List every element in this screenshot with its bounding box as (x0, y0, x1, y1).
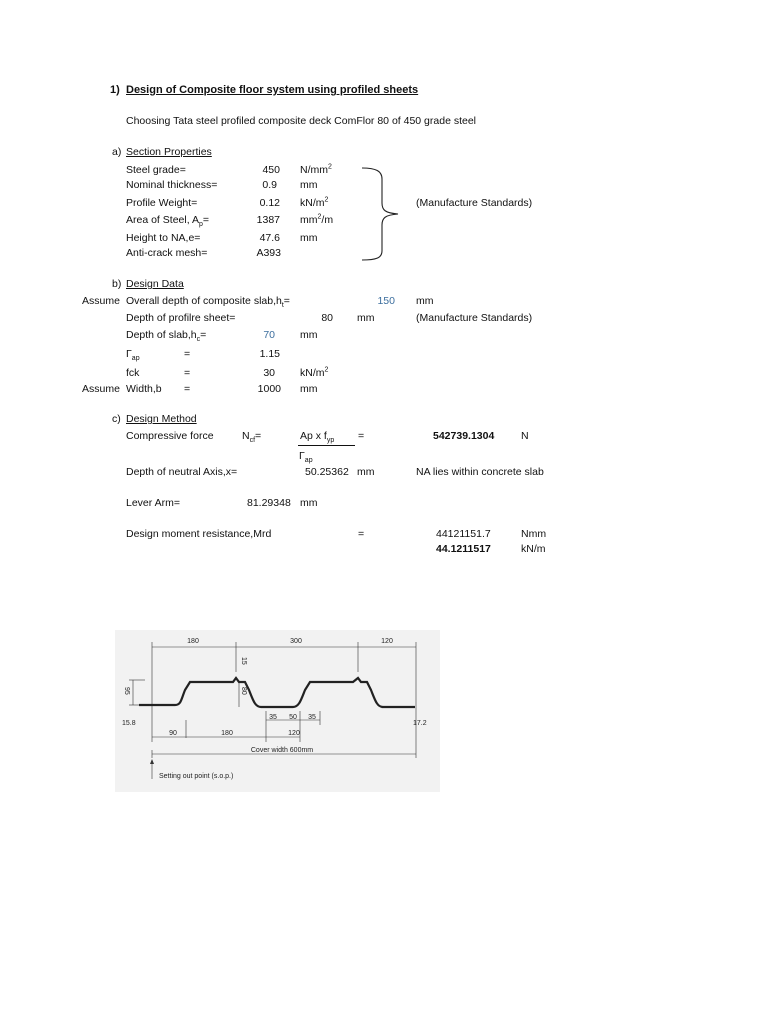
profile-weight-label: Profile Weight= (126, 197, 198, 209)
overall-depth-unit: mm (416, 295, 434, 307)
title-number: 1) (110, 84, 120, 96)
compressive-force-unit: N (521, 430, 529, 442)
lever-arm-value: 81.29348 (247, 497, 291, 509)
nominal-thickness-unit: mm (300, 179, 318, 191)
moment-resistance-unit-knm: kN/m (521, 543, 546, 555)
gamma-ap-value: 1.15 (259, 348, 280, 360)
ncf-symbol: $N_{cf}=$ (242, 430, 262, 445)
height-to-na-value: 47.6 (259, 232, 280, 244)
fck-label: fck (126, 367, 140, 379)
dim-50: 50 (289, 714, 297, 721)
section-c-letter: c) (112, 413, 121, 425)
dim-95: 95 (123, 687, 130, 695)
overall-depth-value: 150 (377, 295, 395, 307)
width-value: 1000 (257, 383, 281, 395)
nominal-thickness-value: 0.9 (262, 179, 277, 191)
width-label: Width,b (126, 383, 162, 395)
fraction-bar (298, 445, 355, 446)
nominal-thickness-label: Nominal thickness= (126, 179, 218, 191)
fraction-denominator: $\Gamma_{ap}$ (299, 450, 313, 465)
dim-35-right: 35 (308, 714, 316, 721)
height-to-na-unit: mm (300, 232, 318, 244)
overall-depth-label: Overall depth of composite $slab,h_t=$ (126, 295, 290, 310)
dim-120-top: 120 (381, 638, 393, 645)
compressive-force-label: Compressive force (126, 430, 214, 442)
dim-17-2: 17.2 (413, 720, 427, 727)
moment-resistance-equals: = (358, 528, 365, 540)
steel-grade-unit: $N/mm^2$ (300, 163, 332, 176)
dim-180-top: 180 (187, 638, 199, 645)
area-of-steel-value: 1387 (256, 214, 280, 226)
dim-35-left: 35 (269, 714, 277, 721)
gamma-ap-label: $\Gamma_{ap}$ (126, 348, 140, 363)
profile-weight-value: 0.12 (259, 197, 280, 209)
section-a-letter: a) (112, 146, 122, 158)
profile-depth-unit: mm (357, 312, 375, 324)
moment-resistance-label: Design moment resistance,Mrd (126, 528, 272, 540)
brace-icon (358, 165, 408, 263)
fraction-numerator: Ap x $f_{yp}$ (300, 430, 335, 445)
width-equals: = (184, 383, 191, 395)
dim-120-bottom: 120 (288, 730, 300, 737)
moment-resistance-value-nmm: 44121151.7 (436, 528, 491, 540)
neutral-axis-unit: mm (357, 466, 375, 478)
assume-label-2: Assume (82, 383, 120, 395)
lever-arm-unit: mm (300, 497, 318, 509)
compressive-force-value: 542739.1304 (433, 430, 495, 442)
dim-15: 15 (240, 657, 247, 665)
steel-grade-label: Steel grade= (126, 164, 186, 176)
section-b-letter: b) (112, 278, 122, 290)
intro-text: Choosing Tata steel profiled composite deck ComFlor 80 of 450 grade steel (126, 115, 477, 127)
manufacture-standards-note: (Manufacture Standards) (416, 197, 533, 209)
slab-depth-unit: mm (300, 329, 318, 341)
neutral-axis-label: Depth of neutral Axis,x= (126, 466, 238, 478)
lever-arm-label: Lever Arm= (126, 497, 180, 509)
cover-width-label: Cover width 600mm (250, 747, 314, 754)
anti-crack-mesh-label: Anti-crack mesh= (126, 247, 208, 259)
steel-grade-value: 450 (262, 164, 280, 176)
section-b-heading: Design Data (126, 278, 184, 290)
page-title: Design of Composite floor system using profiled sheets (126, 84, 419, 96)
profile-depth-note: (Manufacture Standards) (416, 312, 533, 324)
profile-depth-value: 80 (321, 312, 333, 324)
setting-out-label: Setting out point (s.o.p.) (159, 773, 234, 780)
neutral-axis-note: NA lies within concrete slab (416, 466, 544, 478)
profile-depth-label: Depth of profilre sheet= (126, 312, 236, 324)
fck-value: 30 (263, 367, 275, 379)
anti-crack-mesh-value: A393 (256, 247, 281, 259)
gamma-ap-equals: = (184, 348, 191, 360)
dim-80: 80 (240, 687, 247, 695)
width-unit: mm (300, 383, 318, 395)
slab-depth-label: Depth of $slab,h_c=$ (126, 329, 207, 344)
dim-300-top: 300 (290, 638, 302, 645)
fck-equals: = (184, 367, 191, 379)
dim-180-bottom: 180 (221, 730, 233, 737)
slab-depth-value: 70 (263, 329, 275, 341)
dim-15-8: 15.8 (122, 720, 136, 727)
moment-resistance-value-knm: 44.1211517 (436, 543, 491, 555)
height-to-na-label: Height to NA,e= (126, 232, 201, 244)
deck-profile-figure (115, 630, 440, 792)
neutral-axis-value: 50.25362 (305, 466, 349, 478)
area-of-steel-unit: $mm^2/m$ (300, 213, 334, 226)
moment-resistance-unit-nmm: Nmm (521, 528, 547, 540)
compressive-force-equals: = (358, 430, 365, 442)
section-c-heading: Design Method (126, 413, 197, 425)
profile-weight-unit: $kN/m^2$ (300, 196, 329, 209)
area-of-steel-label: Area of Steel, $A_p=$ (126, 214, 210, 229)
assume-label: Assume (82, 295, 120, 307)
dim-90: 90 (169, 730, 177, 737)
fck-unit: $kN/m^2$ (300, 366, 329, 379)
section-a-heading: Section Properties (126, 146, 212, 158)
